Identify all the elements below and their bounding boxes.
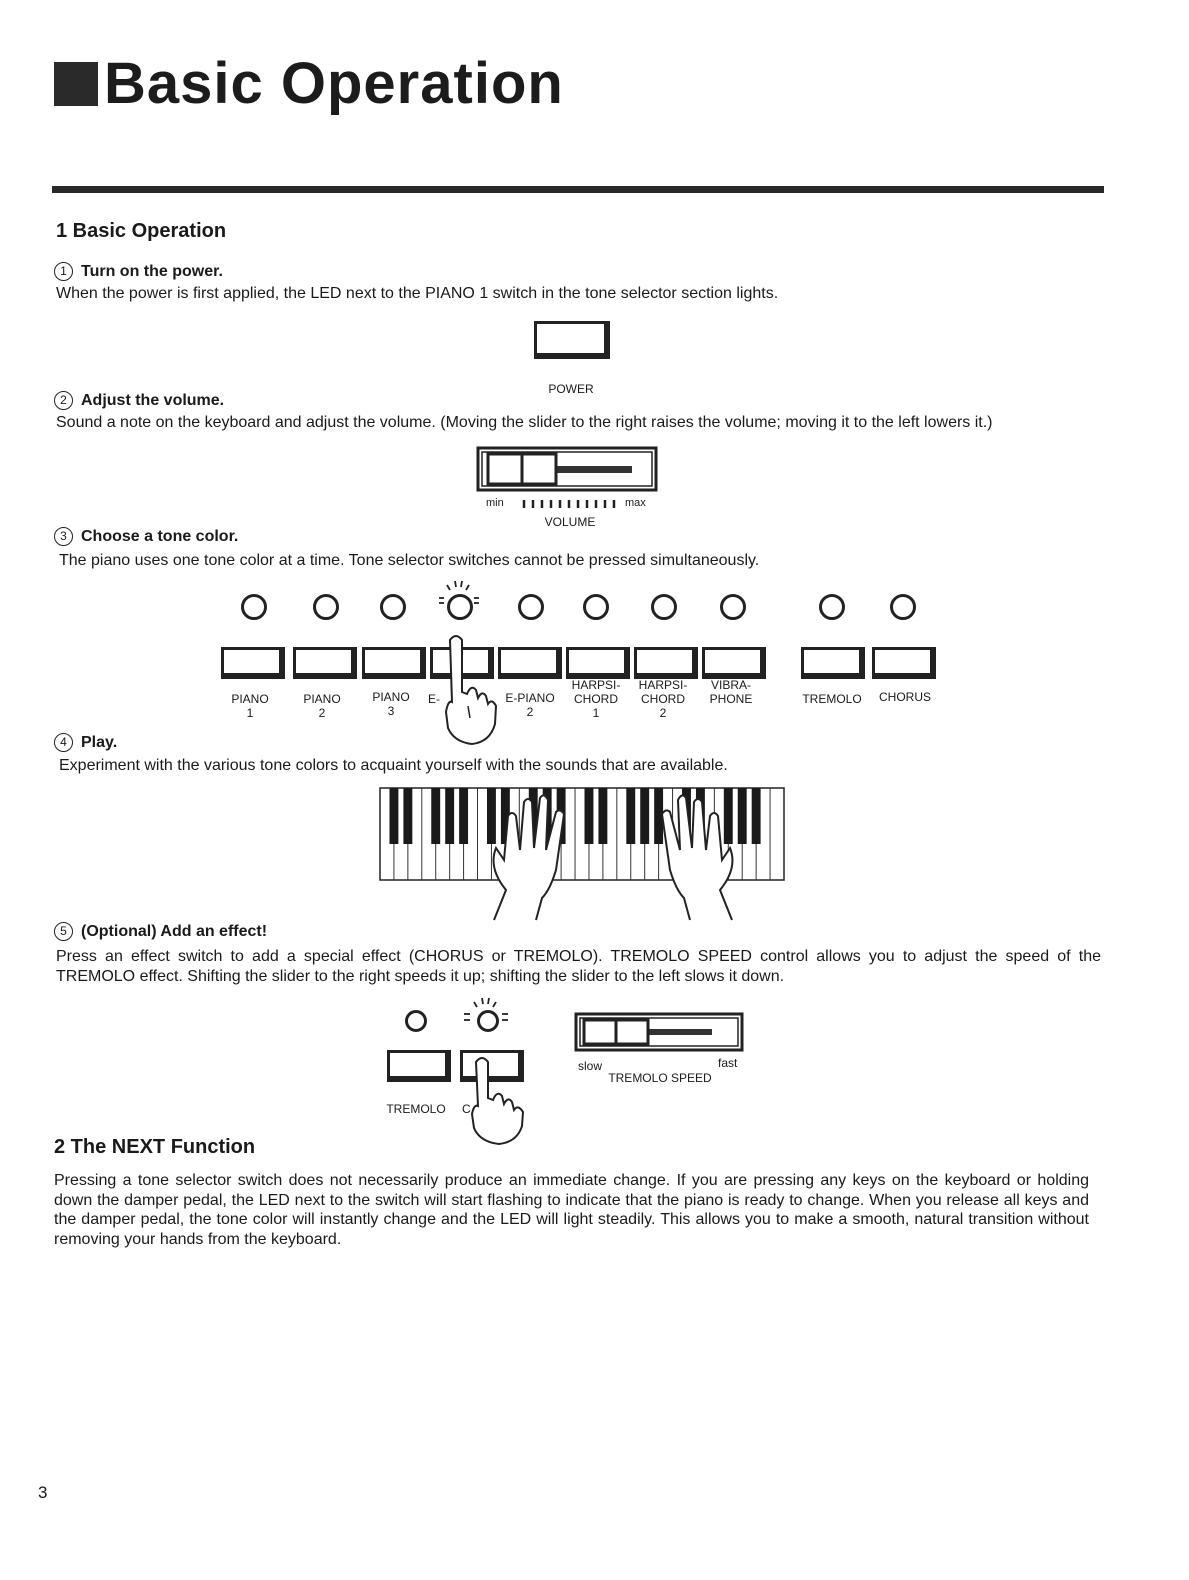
step-4-text: Experiment with the various tone colors to acquaint yourself with the sounds that are available. — [59, 757, 728, 774]
black-key — [585, 788, 594, 844]
black-key — [626, 788, 635, 844]
page-number: 3 — [38, 1483, 48, 1502]
step-3-heading — [54, 527, 238, 546]
effect-switch-tremolo[interactable] — [387, 1050, 451, 1082]
step-5-text: Press an effect switch to add a special effect (CHORUS or TREMOLO). TREMOLO SPEED control allows you to adjust the speed of the TREMOLO effect. Shifting the slider to the right speeds it up; shifting the slider to the left slows it down. — [56, 948, 1101, 985]
led-harpsichord-2 — [651, 594, 677, 620]
led-chorus — [890, 594, 916, 620]
label-vibraphone: VIBRA- PHONE — [709, 678, 753, 706]
label-e-piano-2: E-PIANO 2 — [505, 691, 555, 719]
power-switch[interactable] — [534, 321, 610, 359]
step-3-text: The piano uses one tone color at a time. Tone selector switches cannot be pressed simultaneously. — [59, 552, 760, 569]
effect-led-tremolo — [405, 1010, 427, 1032]
volume-min-label: min — [486, 497, 504, 509]
volume-slider[interactable] — [476, 446, 660, 496]
tremolo-fast-label: fast — [718, 1056, 738, 1070]
black-key — [445, 788, 454, 844]
switch-vibraphone[interactable] — [702, 647, 766, 679]
title-square-icon — [54, 62, 98, 106]
switch-e-piano-2[interactable] — [498, 647, 562, 679]
step-2-title: Adjust the volume. — [81, 392, 225, 409]
black-key — [431, 788, 440, 844]
step-1-title: Turn on the power. — [81, 263, 223, 280]
pointing-hand-icon-2 — [466, 1054, 528, 1146]
title-rule — [52, 186, 1104, 193]
step-3-title: Choose a tone color. — [81, 528, 239, 545]
section-2-text: Pressing a tone selector switch does not necessarily produce an immediate change. If you are pressing any keys on the keyboard or holding down the damper pedal, the LED next to the switch will start flashing to indicate that the piano is ready to change. When you release all keys and the damper pedal, the tone color will instantly change and the LED will light steadily. This allows you to make a smooth, natural transition without removing your hands from the keyboard. — [54, 1172, 1089, 1248]
led-harpsichord-1 — [583, 594, 609, 620]
step-2-text: Sound a note on the keyboard and adjust the volume. (Moving the slider to the right raises the volume; moving it to the left lowers it.) — [56, 414, 993, 431]
step-4-number: 4 — [54, 733, 73, 752]
effect-label-tremolo: TREMOLO — [386, 1102, 446, 1116]
led-e-piano-2 — [518, 594, 544, 620]
step-1-number: 1 — [54, 262, 73, 281]
power-label: POWER — [548, 382, 594, 396]
switch-piano-2[interactable] — [293, 647, 357, 679]
tremolo-speed-label: TREMOLO SPEED — [608, 1071, 712, 1085]
led-tremolo — [819, 594, 845, 620]
label-piano-1: PIANO 1 — [231, 692, 269, 720]
volume-scale-ticks — [520, 498, 620, 510]
black-key — [598, 788, 607, 844]
led-piano-1 — [241, 594, 267, 620]
switch-harpsichord-2[interactable] — [634, 647, 698, 679]
label-e-piano-1: E- — [428, 692, 440, 706]
switch-piano-3[interactable] — [362, 647, 426, 679]
step-1-text: When the power is first applied, the LED next to the PIANO 1 switch in the tone selector section lights. — [56, 285, 779, 302]
step-2-number: 2 — [54, 391, 73, 410]
led-vibraphone — [720, 594, 746, 620]
black-key — [724, 788, 733, 844]
label-harpsichord-2: HARPSI- CHORD 2 — [638, 678, 688, 720]
pointing-hand-icon — [440, 628, 500, 748]
switch-harpsichord-1[interactable] — [566, 647, 630, 679]
volume-max-label: max — [625, 497, 646, 509]
step-5-heading — [54, 922, 267, 941]
label-piano-3: PIANO 3 — [372, 690, 410, 718]
step-5-title: (Optional) Add an effect! — [81, 923, 268, 940]
tremolo-speed-slider[interactable] — [574, 1012, 744, 1054]
switch-chorus[interactable] — [872, 647, 936, 679]
volume-label: VOLUME — [544, 515, 596, 529]
label-tremolo: TREMOLO — [802, 692, 862, 706]
black-key — [389, 788, 398, 844]
page-title: Basic Operation — [104, 51, 564, 116]
black-key — [752, 788, 761, 844]
section-2-heading: 2 The NEXT Function — [54, 1136, 256, 1158]
label-harpsichord-1: HARPSI- CHORD 1 — [571, 678, 621, 720]
step-2-heading — [54, 391, 224, 410]
led-piano-2 — [313, 594, 339, 620]
step-4-heading — [54, 733, 117, 752]
switch-tremolo[interactable] — [801, 647, 865, 679]
switch-piano-1[interactable] — [221, 647, 285, 679]
section-1-heading: 1 Basic Operation — [56, 220, 227, 242]
tremolo-slow-label: slow — [578, 1059, 603, 1073]
black-key — [459, 788, 468, 844]
keyboard-illustration — [378, 786, 786, 922]
black-key — [487, 788, 496, 844]
effect-label-chorus: C — [462, 1102, 471, 1116]
black-key — [738, 788, 747, 844]
effect-led-glow-rays-icon — [460, 996, 512, 1028]
black-key — [403, 788, 412, 844]
label-piano-2: PIANO 2 — [303, 692, 341, 720]
step-4-title: Play. — [81, 734, 118, 751]
step-1-heading — [54, 262, 223, 281]
led-glow-rays-icon — [434, 580, 484, 610]
black-key — [640, 788, 649, 844]
label-chorus: CHORUS — [878, 690, 931, 704]
step-5-number: 5 — [54, 922, 73, 941]
step-3-number: 3 — [54, 527, 73, 546]
led-piano-3 — [380, 594, 406, 620]
